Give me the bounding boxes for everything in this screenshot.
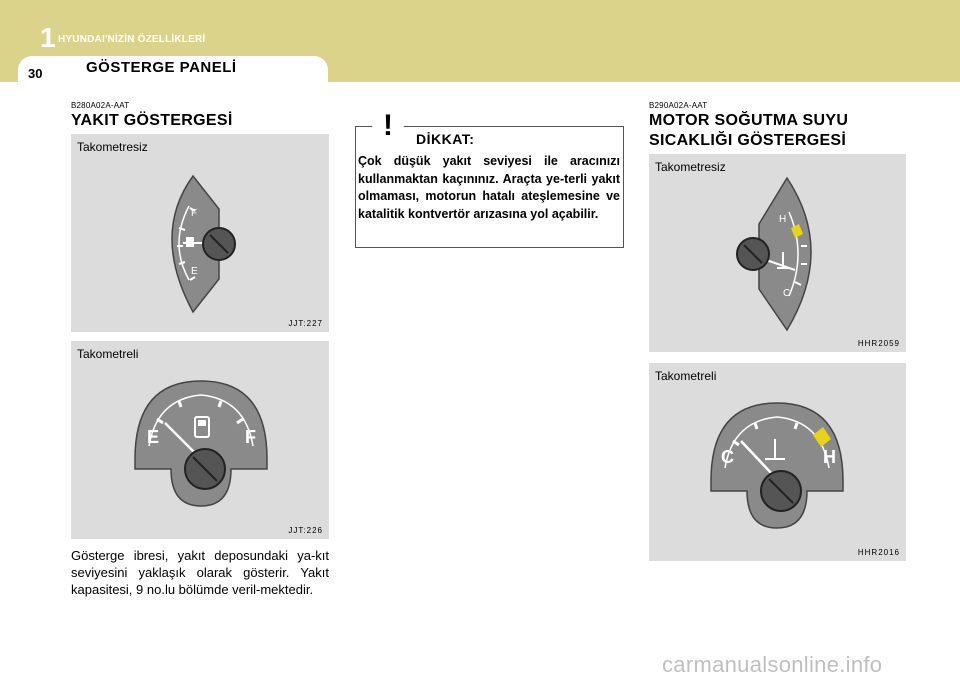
warning-title: DİKKAT: [416,131,475,147]
coolant-gauge-no-tach-icon [649,154,906,352]
fuel-mark-empty: E [147,427,160,447]
chapter-number: 1 [40,22,56,53]
coolant-gauge-heading-line1: MOTOR SOĞUTMA SUYU [649,112,849,129]
warning-symbol: ! [383,109,393,140]
fuel-section-code: B280A02A-AAT [71,101,130,110]
fuel-gauge-no-tach-icon [71,134,329,332]
coolant-mark-cold: C [721,447,734,467]
chapter-title: HYUNDAI'NİZİN ÖZELLİKLERİ [58,34,206,45]
section-title: GÖSTERGE PANELİ [86,59,237,76]
fuel-gauge-heading: YAKIT GÖSTERGESİ [71,112,233,129]
page-number: 30 [28,66,43,81]
fuel-gauge-tach-icon [71,341,329,539]
coolant-mark-cold: C [783,288,791,299]
warning-triangle-icon [365,98,411,140]
fuel-mark-full: F [245,427,256,447]
figure-code: HHR2059 [857,339,900,348]
coolant-section-code: B290A02A-AAT [649,101,708,110]
coolant-gauge-heading-line2: SICAKLIĞI GÖSTERGESİ [649,132,847,149]
fuel-gauge-figure-no-tach [71,134,329,332]
fuel-mark-full: F [191,208,198,219]
coolant-gauge-figure-tach [649,363,906,561]
coolant-gauge-tach-icon [649,363,906,561]
fuel-mark-empty: E [191,266,198,277]
watermark: carmanualsonline.info [662,652,883,677]
coolant-mark-hot: H [779,214,787,225]
figure-code: HHR2016 [857,548,900,557]
figure-label: Takometresiz [655,160,726,174]
coolant-mark-hot: H [823,447,836,467]
fuel-gauge-description: Gösterge ibresi, yakıt deposundaki ya-kıt seviyesini yaklaşık olarak gösterir. Yakıt kapasitesi, 9 no.lu bölümde veril-mektedir. [71,548,329,597]
fuel-gauge-figure-tach [71,341,329,539]
figure-code: JJT:227 [288,319,323,328]
figure-code: JJT:226 [288,526,323,535]
warning-text: Çok düşük yakıt seviyesi ile aracınızı kullanmaktan kaçınınız. Araçta ye-terli yakıt olmaması, motorun hatalı ateşlemesine ve katalitik kontvertör arızasına yol açabilir. [358,154,620,221]
figure-label: Takometreli [77,347,139,361]
figure-label: Takometresiz [77,140,148,154]
coolant-gauge-figure-no-tach [649,154,906,352]
figure-label: Takometreli [655,369,717,383]
